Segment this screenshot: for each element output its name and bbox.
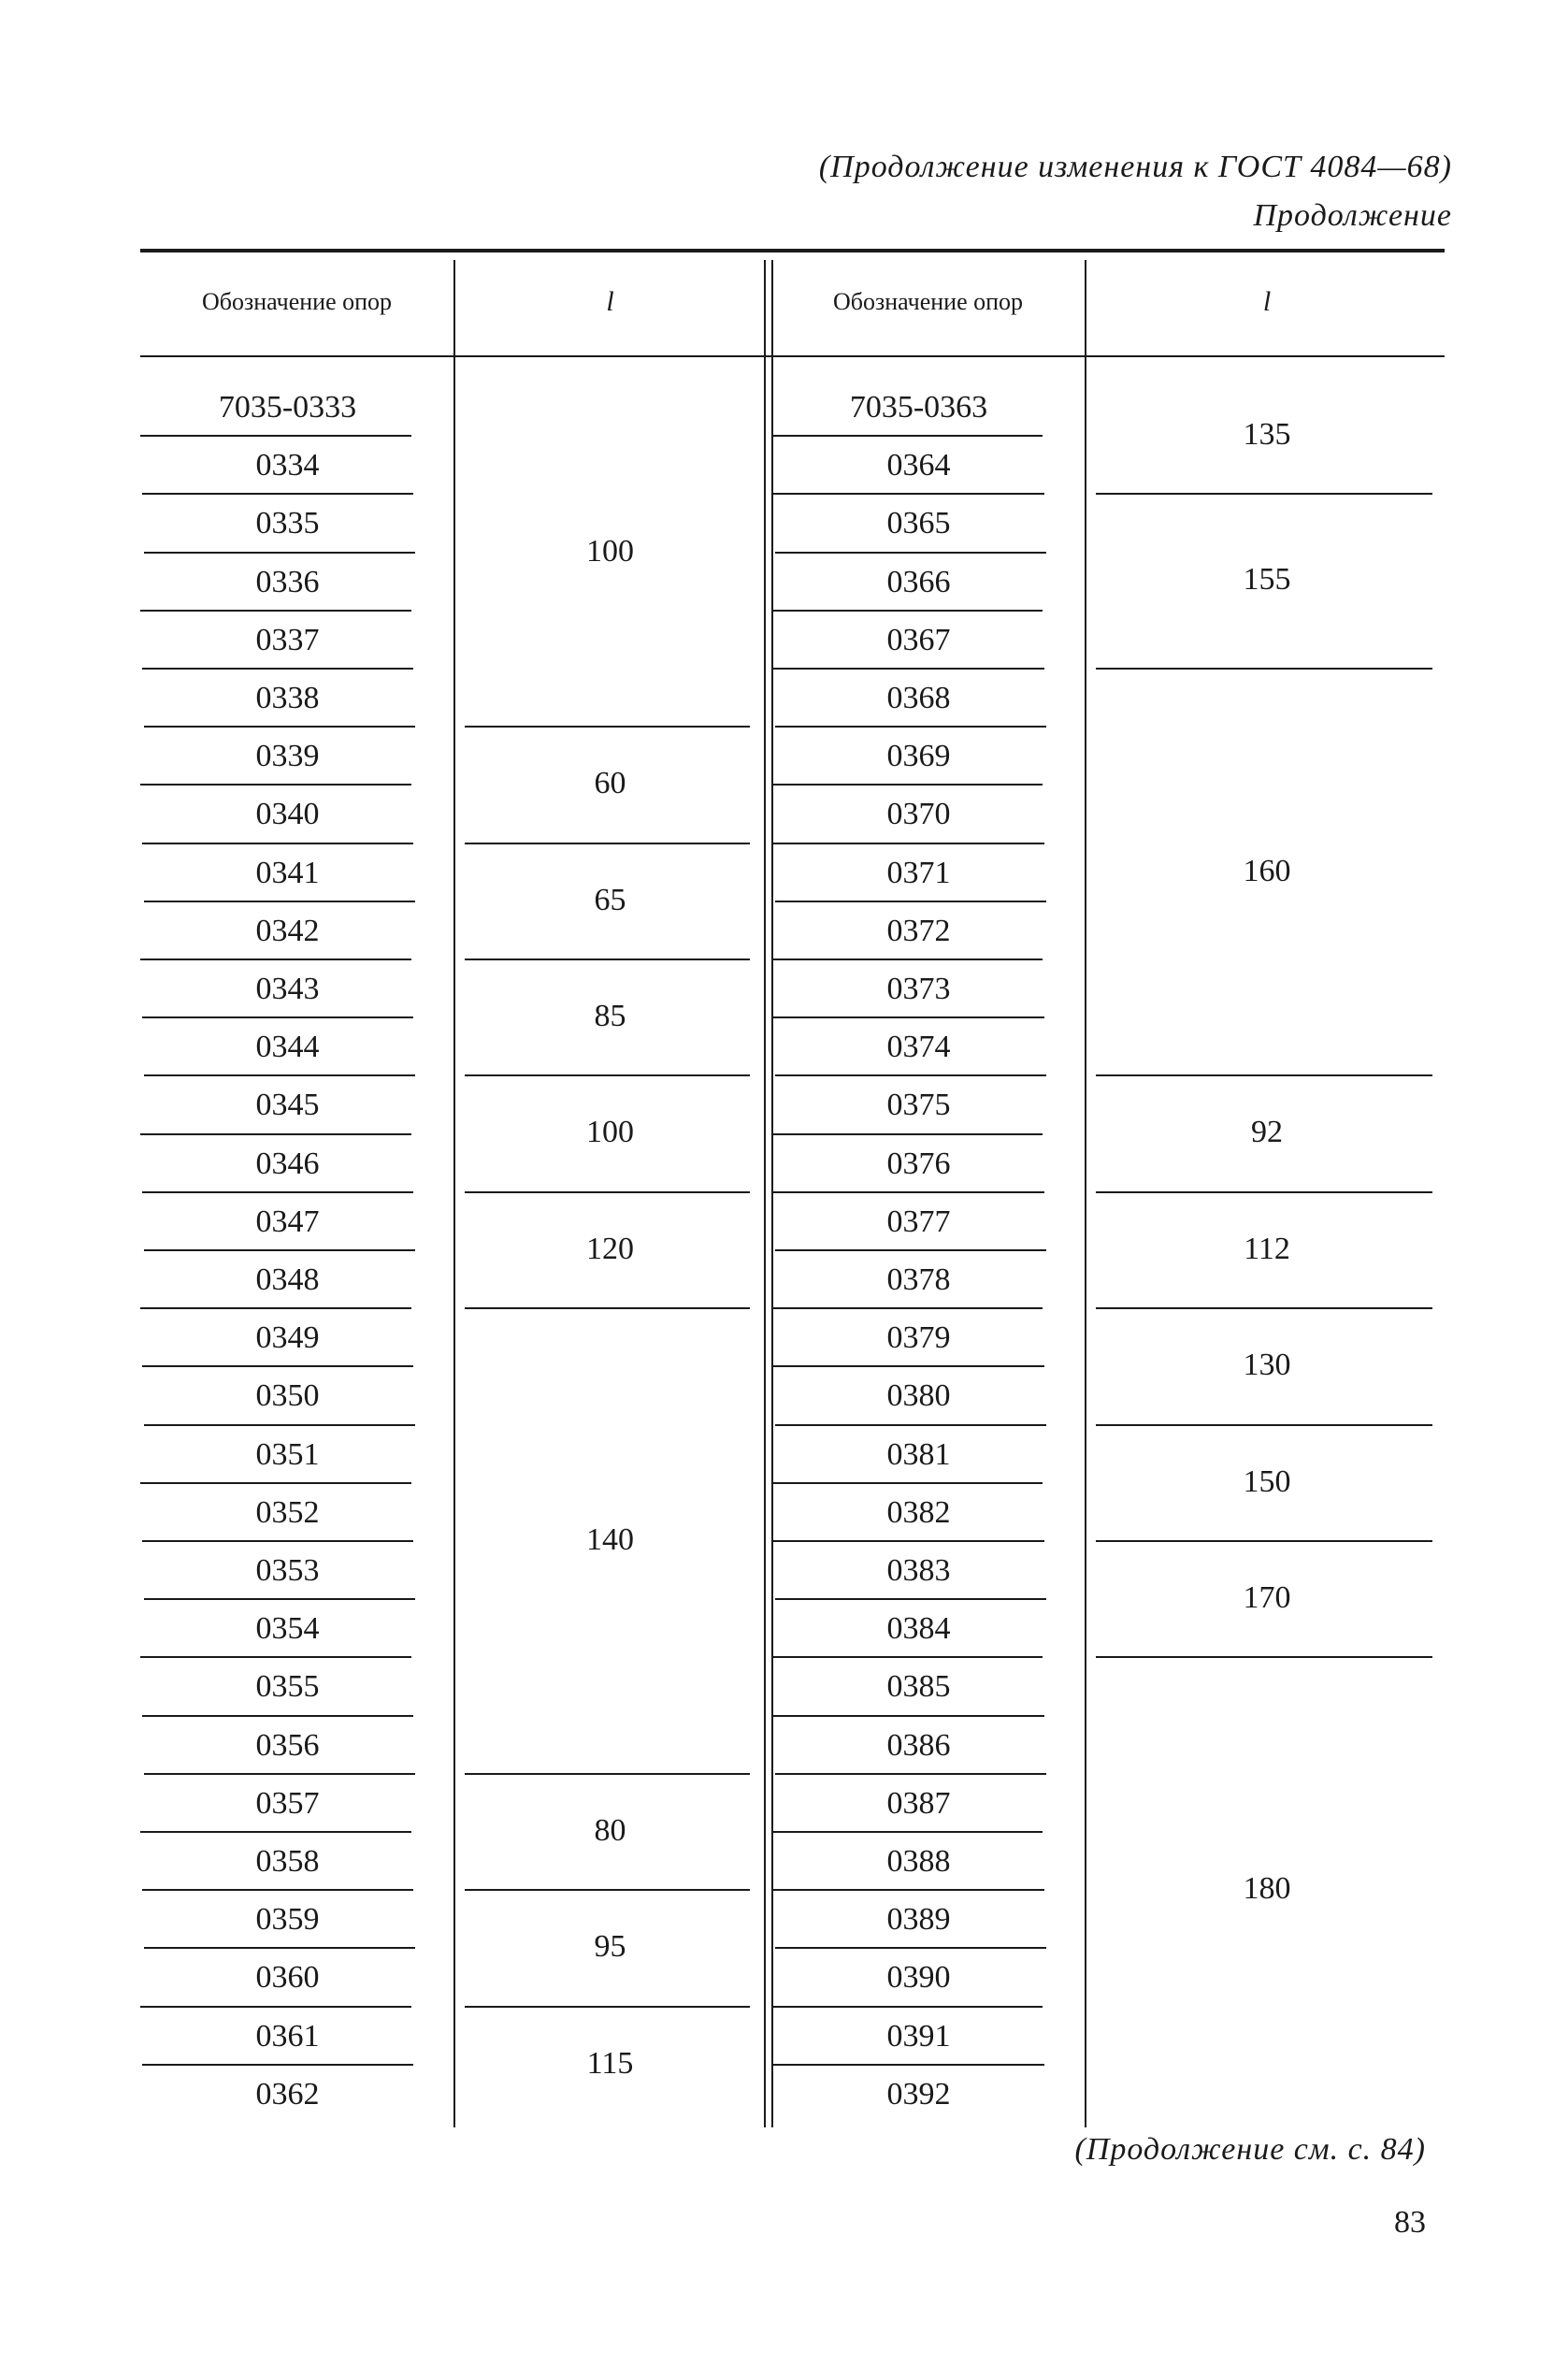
left-designation-cell: 0344 <box>255 1030 320 1065</box>
right-designation-cell: 0381 <box>886 1436 951 1472</box>
right-designation-cell: 0389 <box>886 1902 951 1938</box>
left-row-rule <box>144 1598 415 1600</box>
right-row-rule <box>775 552 1046 554</box>
left-row-rule <box>144 1773 415 1775</box>
left-l-value-cell: 60 <box>594 766 626 801</box>
left-row-rule <box>140 959 411 960</box>
left-row-rule <box>140 1831 411 1833</box>
left-designation-cell: 0335 <box>255 506 320 541</box>
right-row-rule <box>771 959 1043 960</box>
right-designation-cell: 0391 <box>886 2018 951 2054</box>
left-row-rule <box>144 726 415 728</box>
right-row-rule <box>775 1598 1046 1600</box>
left-row-rule <box>144 552 415 554</box>
right-row-rule <box>773 668 1044 670</box>
left-designation-cell: 0353 <box>255 1553 320 1588</box>
right-row-rule <box>771 1656 1043 1658</box>
left-row-rule <box>142 1889 413 1891</box>
right-designation-cell: 0378 <box>886 1262 951 1297</box>
right-designation-cell: 0392 <box>886 2076 951 2112</box>
left-l-value-cell: 85 <box>594 999 626 1033</box>
left-row-rule <box>140 1307 411 1309</box>
right-designation-cell: 0368 <box>886 681 951 715</box>
left-designation-cell: 0360 <box>255 1960 320 1996</box>
right-designation-cell: 0382 <box>886 1494 951 1530</box>
right-designation-cell: 0375 <box>886 1088 951 1123</box>
right-designation-cell: 0386 <box>886 1727 951 1763</box>
right-designation-cell: 0385 <box>886 1669 951 1705</box>
left-designation-cell: 0361 <box>255 2018 320 2054</box>
right-row-rule <box>771 435 1043 437</box>
left-row-rule <box>142 1540 413 1542</box>
left-designation-cell: 0340 <box>255 797 320 832</box>
right-designation-cell: 0387 <box>886 1785 951 1821</box>
right-designation-cell: 7035-0363 <box>849 390 988 425</box>
right-row-rule <box>773 1540 1044 1542</box>
left-l-value-cell: 120 <box>586 1231 634 1266</box>
left-designation-cell: 0351 <box>255 1436 320 1472</box>
right-l-value-cell: 92 <box>1251 1115 1283 1150</box>
right-designation-cell: 0383 <box>886 1553 951 1588</box>
right-l-value-cell: 180 <box>1243 1871 1291 1907</box>
header-continuation-label: Продолжение <box>1253 198 1452 233</box>
right-row-rule <box>771 1482 1043 1484</box>
right-row-rule <box>773 1016 1044 1018</box>
left-row-rule <box>140 1482 411 1484</box>
right-designation-cell: 0365 <box>886 506 951 541</box>
right-designation-cell: 0372 <box>886 913 951 948</box>
right-designation-cell: 0366 <box>886 564 951 599</box>
right-row-rule <box>771 784 1043 786</box>
header-continuation-title: (Продолжение изменения к ГОСТ 4084—68) <box>818 150 1452 184</box>
right-designation-cell: 0374 <box>886 1030 951 1065</box>
left-l-value-cell: 115 <box>586 2045 634 2081</box>
right-designation-cell: 0384 <box>886 1611 951 1647</box>
left-row-rule <box>140 1656 411 1658</box>
left-row-rule <box>140 1133 411 1135</box>
right-l-value-cell: 130 <box>1243 1348 1291 1383</box>
left-designation-cell: 0338 <box>255 681 320 715</box>
left-designation-cell: 0339 <box>255 739 320 774</box>
left-designation-cell: 0341 <box>255 855 320 890</box>
right-l-value-cell: 160 <box>1243 854 1291 888</box>
right-row-rule <box>773 1889 1044 1891</box>
right-row-rule <box>771 1307 1043 1309</box>
left-designation-cell: 0362 <box>255 2076 320 2112</box>
left-designation-cell: 0356 <box>255 1727 320 1763</box>
left-l-value-cell: 95 <box>594 1929 626 1965</box>
left-designation-cell: 0347 <box>255 1204 320 1239</box>
right-l-value-cell: 170 <box>1243 1580 1291 1615</box>
left-l-value-cell: 80 <box>594 1812 626 1848</box>
footer-continuation-note: (Продолжение см. с. 84) <box>1074 2132 1426 2167</box>
right-row-rule <box>775 1947 1046 1949</box>
left-designation-cell: 0346 <box>255 1146 320 1181</box>
left-designation-cell: 0343 <box>255 972 320 1006</box>
right-row-rule <box>771 1133 1043 1135</box>
left-row-rule <box>140 435 411 437</box>
right-l-value-cell: 112 <box>1244 1231 1290 1266</box>
left-l-value-cell: 100 <box>586 1115 634 1150</box>
right-designation-cell: 0371 <box>886 855 951 890</box>
left-designation-cell: 0359 <box>255 1902 320 1938</box>
right-row-rule <box>773 493 1044 495</box>
right-row-rule <box>775 1074 1046 1076</box>
left-designation-cell: 0337 <box>255 622 320 657</box>
right-designation-cell: 0379 <box>886 1320 951 1356</box>
right-designation-cell: 0377 <box>886 1204 951 1239</box>
left-designation-cell: 0352 <box>255 1494 320 1530</box>
left-designation-cell: 0342 <box>255 913 320 948</box>
right-row-rule <box>773 1365 1044 1367</box>
right-designation-cell: 0370 <box>886 797 951 832</box>
right-row-rule <box>775 1773 1046 1775</box>
right-row-rule <box>773 1715 1044 1717</box>
left-row-rule <box>144 901 415 902</box>
left-designation-cell: 0357 <box>255 1785 320 1821</box>
left-designation-cell: 0350 <box>255 1378 320 1414</box>
right-designation-cell: 0373 <box>886 972 951 1006</box>
left-row-rule <box>142 1016 413 1018</box>
left-l-value-cell: 100 <box>586 534 634 569</box>
right-designation-cell: 0380 <box>886 1378 951 1414</box>
left-row-rule <box>142 1365 413 1367</box>
left-row-rule <box>142 843 413 844</box>
left-row-rule <box>144 1424 415 1426</box>
left-designation-cell: 0354 <box>255 1611 320 1647</box>
left-row-rule <box>144 1947 415 1949</box>
right-l-value-cell: 150 <box>1243 1463 1291 1499</box>
right-row-rule <box>771 610 1043 612</box>
right-row-rule <box>773 843 1044 844</box>
left-row-rule <box>142 668 413 670</box>
left-row-rule <box>144 1074 415 1076</box>
right-row-rule <box>773 1191 1044 1193</box>
right-designation-cell: 0369 <box>886 739 951 774</box>
column-header-designation-right: Обозначение опор <box>832 288 1024 315</box>
left-row-rule <box>140 610 411 612</box>
left-row-rule <box>142 1715 413 1717</box>
left-l-value-cell: 65 <box>594 882 626 917</box>
left-row-rule <box>144 1249 415 1251</box>
right-row-rule <box>775 726 1046 728</box>
left-designation-cell: 0348 <box>255 1262 320 1297</box>
right-designation-cell: 0364 <box>886 448 951 483</box>
column-header-l-left: l <box>606 286 614 317</box>
left-designation-cell: 0336 <box>255 564 320 599</box>
left-row-rule <box>142 2064 413 2066</box>
left-designation-cell: 0349 <box>255 1320 320 1356</box>
right-l-value-cell: 155 <box>1243 562 1291 598</box>
left-row-rule <box>140 784 411 786</box>
right-row-rule <box>771 2006 1043 2008</box>
right-l-value-cell: 135 <box>1243 417 1291 452</box>
right-row-rule <box>775 1249 1046 1251</box>
left-designation-cell: 0355 <box>255 1669 320 1705</box>
right-row-rule <box>773 2064 1044 2066</box>
column-header-designation-left: Обозначение опор <box>201 288 393 315</box>
right-row-rule <box>775 1424 1046 1426</box>
left-row-rule <box>142 1191 413 1193</box>
right-designation-cell: 0376 <box>886 1146 951 1181</box>
left-designation-cell: 7035-0333 <box>218 390 357 425</box>
left-l-value-cell: 140 <box>586 1522 634 1558</box>
right-designation-cell: 0388 <box>886 1844 951 1879</box>
right-row-rule <box>775 901 1046 902</box>
left-designation-cell: 0358 <box>255 1844 320 1879</box>
table-header-rule <box>140 355 1445 357</box>
left-row-rule <box>140 2006 411 2008</box>
right-row-rule <box>771 1831 1043 1833</box>
left-designation-cell: 0334 <box>255 448 320 483</box>
left-designation-cell: 0345 <box>255 1088 320 1123</box>
column-header-l-right: l <box>1262 286 1272 317</box>
right-designation-cell: 0390 <box>886 1960 951 1996</box>
page-number: 83 <box>1394 2205 1426 2240</box>
right-designation-cell: 0367 <box>886 622 951 657</box>
left-row-rule <box>142 493 413 495</box>
